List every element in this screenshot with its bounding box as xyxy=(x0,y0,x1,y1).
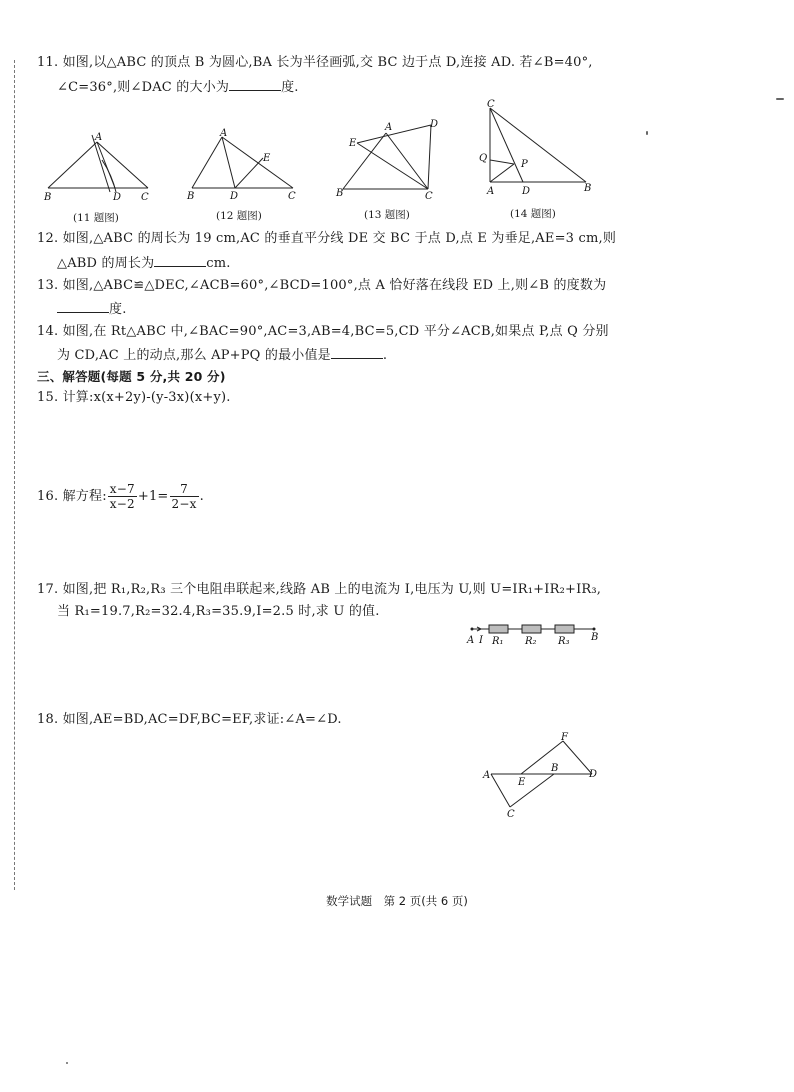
fig14-label-p: P xyxy=(521,159,528,170)
fig18-label-d: D xyxy=(589,769,598,780)
caption-figure-11: (11 题图) xyxy=(73,212,119,224)
resistor-r3 xyxy=(555,625,574,633)
caption-figure-14: (14 题图) xyxy=(510,208,556,220)
answer-blank-13[interactable] xyxy=(57,300,109,313)
question-16 xyxy=(37,482,204,512)
scan-speck xyxy=(646,131,648,135)
fig14-label-b: B xyxy=(584,183,592,194)
question-14-line-2 xyxy=(57,346,387,365)
question-11-line-1: 11. 如图,以△ABC 的顶点 B 为圆心,BA 长为半径画弧,交 BC 边于点 D,连接 AD. 若∠B=40°, xyxy=(37,55,593,70)
question-14-text: 为 CD,AC 上的动点,那么 AP+PQ 的最小值是 xyxy=(57,348,331,363)
fig11-label-d: D xyxy=(113,192,122,203)
circuit-label-r3: R₃ xyxy=(558,636,570,647)
fig12-label-d: D xyxy=(230,191,239,202)
fig11-label-a: A xyxy=(95,132,103,143)
fig13-label-a: A xyxy=(385,122,393,133)
fig14-label-q: Q xyxy=(479,153,488,164)
fraction-1-denominator: x−2 xyxy=(109,497,135,511)
question-11-line-2 xyxy=(57,78,299,97)
question-13-line-2 xyxy=(57,300,127,319)
fig13-label-c: C xyxy=(425,191,433,202)
circuit-diagram xyxy=(464,618,604,650)
question-17-line-1: 17. 如图,把 R₁,R₂,R₃ 三个电阻串联起来,线路 AB 上的电流为 I,电压为 U,则 U=IR₁+IR₂+IR₃, xyxy=(37,582,602,597)
figure-13 xyxy=(332,117,447,202)
fig18-label-c: C xyxy=(507,809,515,820)
fig18-label-f: F xyxy=(561,732,568,743)
fig11-label-b: B xyxy=(44,192,52,203)
fig18-label-e: E xyxy=(518,777,526,788)
question-14-line-1: 14. 如图,在 Rt△ABC 中,∠BAC=90°,AC=3,AB=4,BC=5,CD 平分∠ACB,如果点 P,点 Q 分别 xyxy=(37,324,609,339)
fig12-label-e: E xyxy=(263,153,271,164)
fraction-1-numerator: x−7 xyxy=(109,482,135,496)
figure-12 xyxy=(185,128,300,203)
question-11-unit: 度. xyxy=(281,80,299,95)
caption-figure-12: (12 题图) xyxy=(216,210,262,222)
question-13-unit: 度. xyxy=(109,302,127,317)
caption-figure-13: (13 题图) xyxy=(364,209,410,221)
section-3-heading: 三、解答题(每题 5 分,共 20 分) xyxy=(37,369,226,384)
circuit-label-r1: R₁ xyxy=(492,636,504,647)
binding-margin-line xyxy=(14,60,15,890)
circuit-label-a: A xyxy=(467,635,475,646)
fig13-label-e: E xyxy=(349,138,357,149)
question-16-mid: +1= xyxy=(137,489,169,504)
answer-blank-12[interactable] xyxy=(154,254,206,267)
question-11-text: ∠C=36°,则∠DAC 的大小为 xyxy=(57,80,230,95)
question-14-end: . xyxy=(382,348,388,363)
figure-18 xyxy=(480,730,605,822)
fig11-label-c: C xyxy=(141,192,149,203)
fig14-label-d: D xyxy=(522,186,531,197)
question-18: 18. 如图,AE=BD,AC=DF,BC=EF,求证:∠A=∠D. xyxy=(37,712,342,727)
fig12-label-b: B xyxy=(187,191,195,202)
fig14-label-c: C xyxy=(487,99,495,110)
fig12-label-a: A xyxy=(220,128,228,139)
question-12-text: △ABD 的周长为 xyxy=(57,256,155,271)
fig18-label-b: B xyxy=(551,763,559,774)
resistor-r2 xyxy=(522,625,541,633)
question-17-line-2: 当 R₁=19.7,R₂=32.4,R₃=35.9,I=2.5 时,求 U 的值. xyxy=(57,604,380,619)
fraction-2-numerator: 7 xyxy=(170,482,199,497)
answer-blank-11[interactable] xyxy=(229,78,281,91)
question-16-prefix: 16. 解方程: xyxy=(37,489,107,504)
question-12-unit: cm. xyxy=(206,256,231,271)
question-16-suffix: . xyxy=(199,489,204,504)
question-13-line-1: 13. 如图,△ABC≌△DEC,∠ACB=60°,∠BCD=100°,点 A 恰好落在线段 ED 上,则∠B 的度数为 xyxy=(37,278,607,293)
answer-blank-14[interactable] xyxy=(331,346,383,359)
fig18-label-a: A xyxy=(483,770,491,781)
scan-speck xyxy=(66,1062,68,1064)
fig13-label-b: B xyxy=(336,188,344,199)
question-12-line-1: 12. 如图,△ABC 的周长为 19 cm,AC 的垂直平分线 DE 交 BC 于点 D,点 E 为垂足,AE=3 cm,则 xyxy=(37,231,617,246)
page-footer: 数学试题 第 2 页(共 6 页) xyxy=(326,894,468,908)
fraction-2 xyxy=(170,482,199,511)
fig14-label-a: A xyxy=(487,186,495,197)
fig12-label-c: C xyxy=(288,191,296,202)
scan-speck xyxy=(776,98,784,100)
circuit-label-r2: R₂ xyxy=(525,636,537,647)
circuit-label-b: B xyxy=(591,632,599,643)
question-15: 15. 计算:x(x+2y)-(y-3x)(x+y). xyxy=(37,390,231,405)
figure-11 xyxy=(40,130,160,205)
fig13-label-d: D xyxy=(430,119,439,130)
question-12-line-2 xyxy=(57,254,231,273)
circuit-label-i: I xyxy=(479,635,483,646)
resistor-r1 xyxy=(489,625,508,633)
fraction-2-denominator: 2−x xyxy=(171,497,197,511)
figure-14 xyxy=(476,98,596,198)
fraction-1 xyxy=(108,482,137,511)
